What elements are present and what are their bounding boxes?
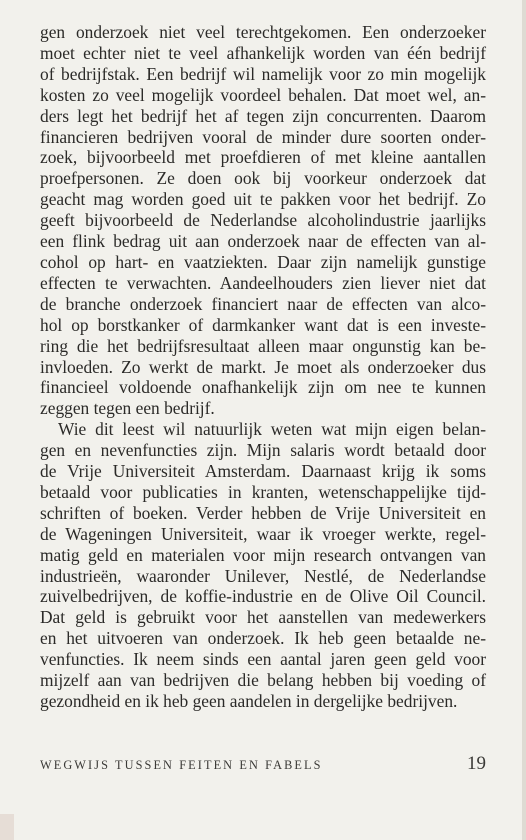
body-text: [40, 22, 486, 712]
page-number: 19: [467, 753, 486, 774]
paragraph-2: [40, 419, 486, 712]
text-line: invloeden. Zo werkt de markt. Je moet als onderzoeker dus: [40, 356, 486, 377]
text-line: geacht mag worden goed uit te pakken voor het bedrijf. Zo: [40, 189, 486, 210]
text-line: een flink bedrag uit aan onderzoek naar de effecten van al-: [40, 231, 486, 252]
text-line: ders legt het bedrijf het af tegen zijn concurrenten. Daarom: [40, 105, 486, 126]
text-line: venfuncties. Ik neem sinds een aantal jaren geen geld voor: [40, 649, 486, 670]
text-line: moet echter niet te veel afhankelijk worden van één bedrijf: [40, 42, 486, 63]
page-footer: [40, 753, 486, 775]
text-line: ring die het bedrijfsresultaat alleen maar ongunstig kan be-: [40, 335, 486, 356]
text-line: zuivelbedrijven, de koffie-industrie en de Olive Oil Council.: [40, 586, 486, 607]
text-line: kosten zo veel mogelijk voordeel behalen. Dat moet wel, an-: [40, 84, 486, 105]
paragraph-1: [40, 22, 486, 419]
corner-mark: [0, 814, 14, 840]
text-line: effecten te verwachten. Aandeelhouders zien liever niet dat: [40, 272, 486, 293]
text-line: financieel voldoende onafhankelijk zijn om nee te kunnen: [40, 377, 486, 398]
text-line: financieren bedrijven vooral de minder dure soorten onder-: [40, 126, 486, 147]
text-line: gezondheid en ik heb geen aandelen in dergelijke bedrijven.: [40, 691, 458, 711]
text-line: betaald voor publicaties in kranten, wetenschappelijke tijd-: [40, 481, 486, 502]
text-line: cohol op hart- en vaatziekten. Daar zijn namelijk gunstige: [40, 251, 486, 272]
text-line: proefpersonen. Ze doen ook bij voorkeur onderzoek dat: [40, 168, 486, 189]
text-line: en het uitvoeren van onderzoek. Ik heb geen betaalde ne-: [40, 628, 486, 649]
text-line: hol op borstkanker of darmkanker want dat is een investe-: [40, 314, 486, 335]
text-line: de Vrije Universiteit Amsterdam. Daarnaast krijg ik soms: [40, 461, 486, 482]
running-title: WEGWIJS TUSSEN FEITEN EN FABELS: [40, 758, 323, 772]
text-line: gen onderzoek niet veel terechtgekomen. Een onderzoeker: [40, 22, 486, 42]
text-line: of bedrijfstak. Een bedrijf wil namelijk voor zo min mogelijk: [40, 63, 486, 84]
text-line: zeggen tegen een bedrijf.: [40, 398, 215, 419]
text-line: geeft bijvoorbeeld de Nederlandse alcoholindustrie jaarlijks: [40, 210, 486, 231]
text-line: gen en nevenfuncties zijn. Mijn salaris wordt betaald door: [40, 440, 486, 461]
text-line: zoek, bijvoorbeeld met proefdieren of met kleine aantallen: [40, 147, 486, 168]
text-line: matig geld en materialen voor mijn research ontvangen van: [40, 544, 486, 565]
text-line: de branche onderzoek financiert naar de effecten van alco-: [40, 293, 486, 314]
text-line: Wie dit leest wil natuurlijk weten wat mijn eigen belan-: [58, 419, 486, 440]
page-edge: [522, 0, 526, 840]
text-line: de Wageningen Universiteit, waar ik vroeger werkte, regel-: [40, 523, 486, 544]
text-line: industrieën, waaronder Unilever, Nestlé, de Nederlandse: [40, 565, 486, 586]
text-line: schriften of boeken. Verder hebben de Vrije Universiteit en: [40, 502, 486, 523]
text-line: Dat geld is gebruikt voor het aanstellen van medewerkers: [40, 607, 486, 628]
text-line: mijzelf aan van bedrijven die belang hebben bij voeding of: [40, 670, 486, 691]
